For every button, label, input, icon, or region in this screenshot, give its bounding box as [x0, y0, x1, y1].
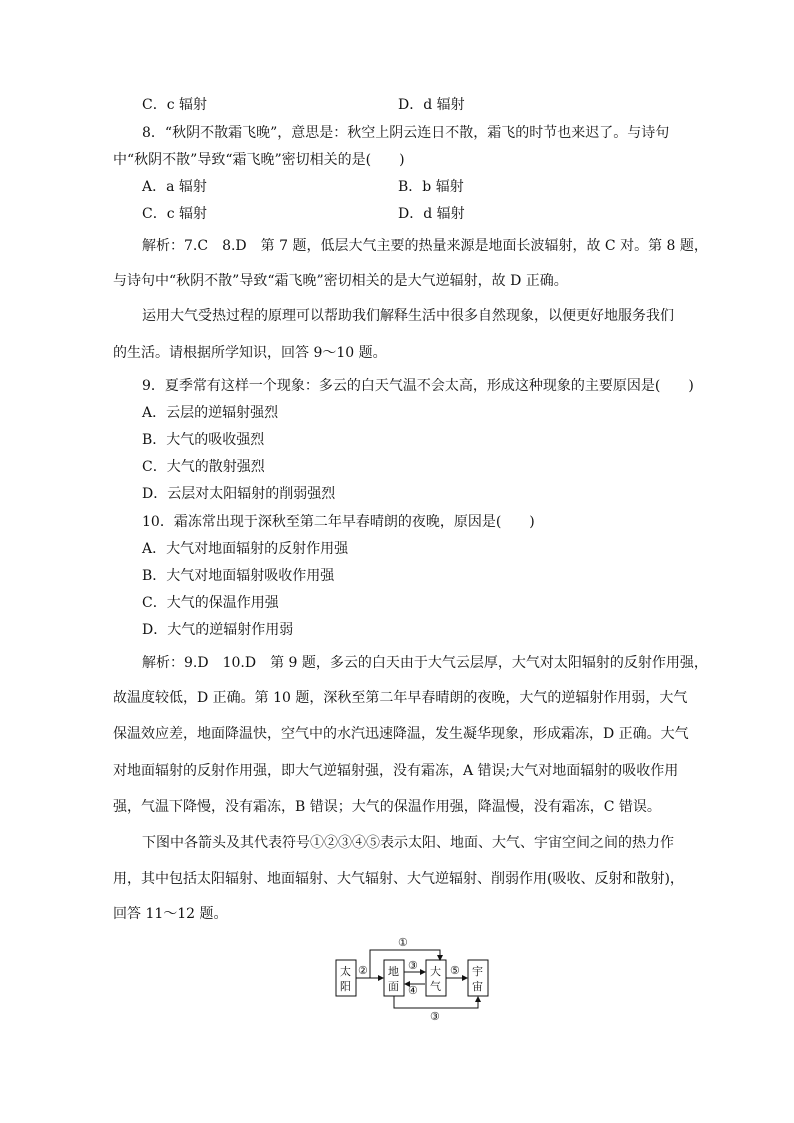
q8-option-c: C．c 辐射 [142, 206, 208, 222]
analysis-9-10-line3: 保温效应差，地面降温快，空气中的水汽迅速降温，发生凝华现象，形成霜冻，D 正确。大气 [113, 726, 689, 742]
q10-option-a: A．大气对地面辐射的反射作用强 [142, 541, 349, 557]
q9-option-c: C．大气的散射强烈 [142, 459, 265, 475]
q9-option-d: D．云层对太阳辐射的削弱强烈 [142, 486, 336, 502]
ground-label-2: 面 [388, 980, 399, 993]
analysis-9-10-line1: 解析：9.D 10.D 第 9 题，多云的白天由于大气云层厚，大气对太阳辐射的反射作用强， [142, 655, 708, 671]
space-label-2: 宙 [472, 980, 483, 993]
q7-option-c: C．c 辐射 [142, 97, 208, 113]
q8-stem-line2: 中“秋阴不散”导致“霜飞晚”密切相关的是( ) [113, 152, 405, 168]
intro-11-12-line1: 下图中各箭头及其代表符号①②③④⑤表示太阳、地面、大气、宇宙空间之间的热力作 [142, 835, 674, 851]
intro-11-12-line3: 回答 11～12 题。 [113, 906, 228, 922]
q10-stem: 10．霜冻常出现于深秋至第二年早春晴朗的夜晚，原因是( ) [142, 514, 535, 530]
ground-label-1: 地 [388, 965, 399, 978]
label-5: ⑤ [450, 964, 460, 977]
space-label-1: 宇 [472, 965, 483, 978]
label-1: ① [398, 936, 408, 949]
sun-label-2: 阳 [340, 980, 351, 993]
intro-11-12-line2: 用，其中包括太阳辐射、地面辐射、大气辐射、大气逆辐射、削弱作用(吸收、反射和散射)， [113, 871, 684, 887]
q9-option-a: A．云层的逆辐射强烈 [142, 405, 279, 421]
label-2: ② [358, 964, 368, 977]
q10-option-c: C．大气的保温作用强 [142, 595, 279, 611]
q7-option-d: D．d 辐射 [398, 97, 465, 113]
label-4: ④ [408, 984, 418, 997]
q8-option-a: A．a 辐射 [142, 179, 207, 195]
label-3-top: ③ [408, 959, 418, 972]
q10-option-b: B．大气对地面辐射吸收作用强 [142, 568, 335, 584]
heat-flow-diagram [320, 932, 500, 1022]
analysis-7-8-line1: 解析：7.C 8.D 第 7 题，低层大气主要的热量来源是地面长波辐射，故 C 对。第 8 题， [142, 238, 708, 254]
intro-9-10-line1: 运用大气受热过程的原理可以帮助我们解释生活中很多自然现象，以便更好地服务我们 [142, 308, 674, 324]
analysis-7-8-line2: 与诗句中“秋阴不散”导致“霜飞晚”密切相关的是大气逆辐射，故 D 正确。 [113, 273, 568, 289]
atmosphere-label-2: 气 [430, 980, 441, 993]
analysis-9-10-line4: 对地面辐射的反射作用强，即大气逆辐射强，没有霜冻，A 错误;大气对地面辐射的吸收作用 [113, 763, 679, 779]
intro-9-10-line2: 的生活。请根据所学知识，回答 9～10 题。 [113, 345, 387, 361]
q8-option-d: D．d 辐射 [398, 206, 465, 222]
q9-option-b: B．大气的吸收强烈 [142, 432, 265, 448]
atmosphere-label-1: 大 [430, 965, 441, 978]
sun-label-1: 太 [340, 965, 351, 978]
q9-stem: 9．夏季常有这样一个现象：多云的白天气温不会太高，形成这种现象的主要原因是( ) [142, 378, 694, 394]
analysis-9-10-line2: 故温度较低，D 正确。第 10 题，深秋至第二年早春晴朗的夜晚，大气的逆辐射作用弱，大气 [113, 690, 688, 706]
analysis-9-10-line5: 强，气温下降慢，没有霜冻，B 错误；大气的保温作用强，降温慢，没有霜冻，C 错误。 [113, 799, 661, 815]
q8-option-b: B．b 辐射 [398, 179, 464, 195]
arrow-3-bottom [394, 996, 478, 1008]
label-3-bottom: ③ [430, 1010, 440, 1022]
q8-stem-line1: 8．“秋阴不散霜飞晚”，意思是：秋空上阴云连日不散，霜飞的时节也来迟了。与诗句 [142, 125, 670, 141]
q10-option-d: D．大气的逆辐射作用弱 [142, 622, 294, 638]
